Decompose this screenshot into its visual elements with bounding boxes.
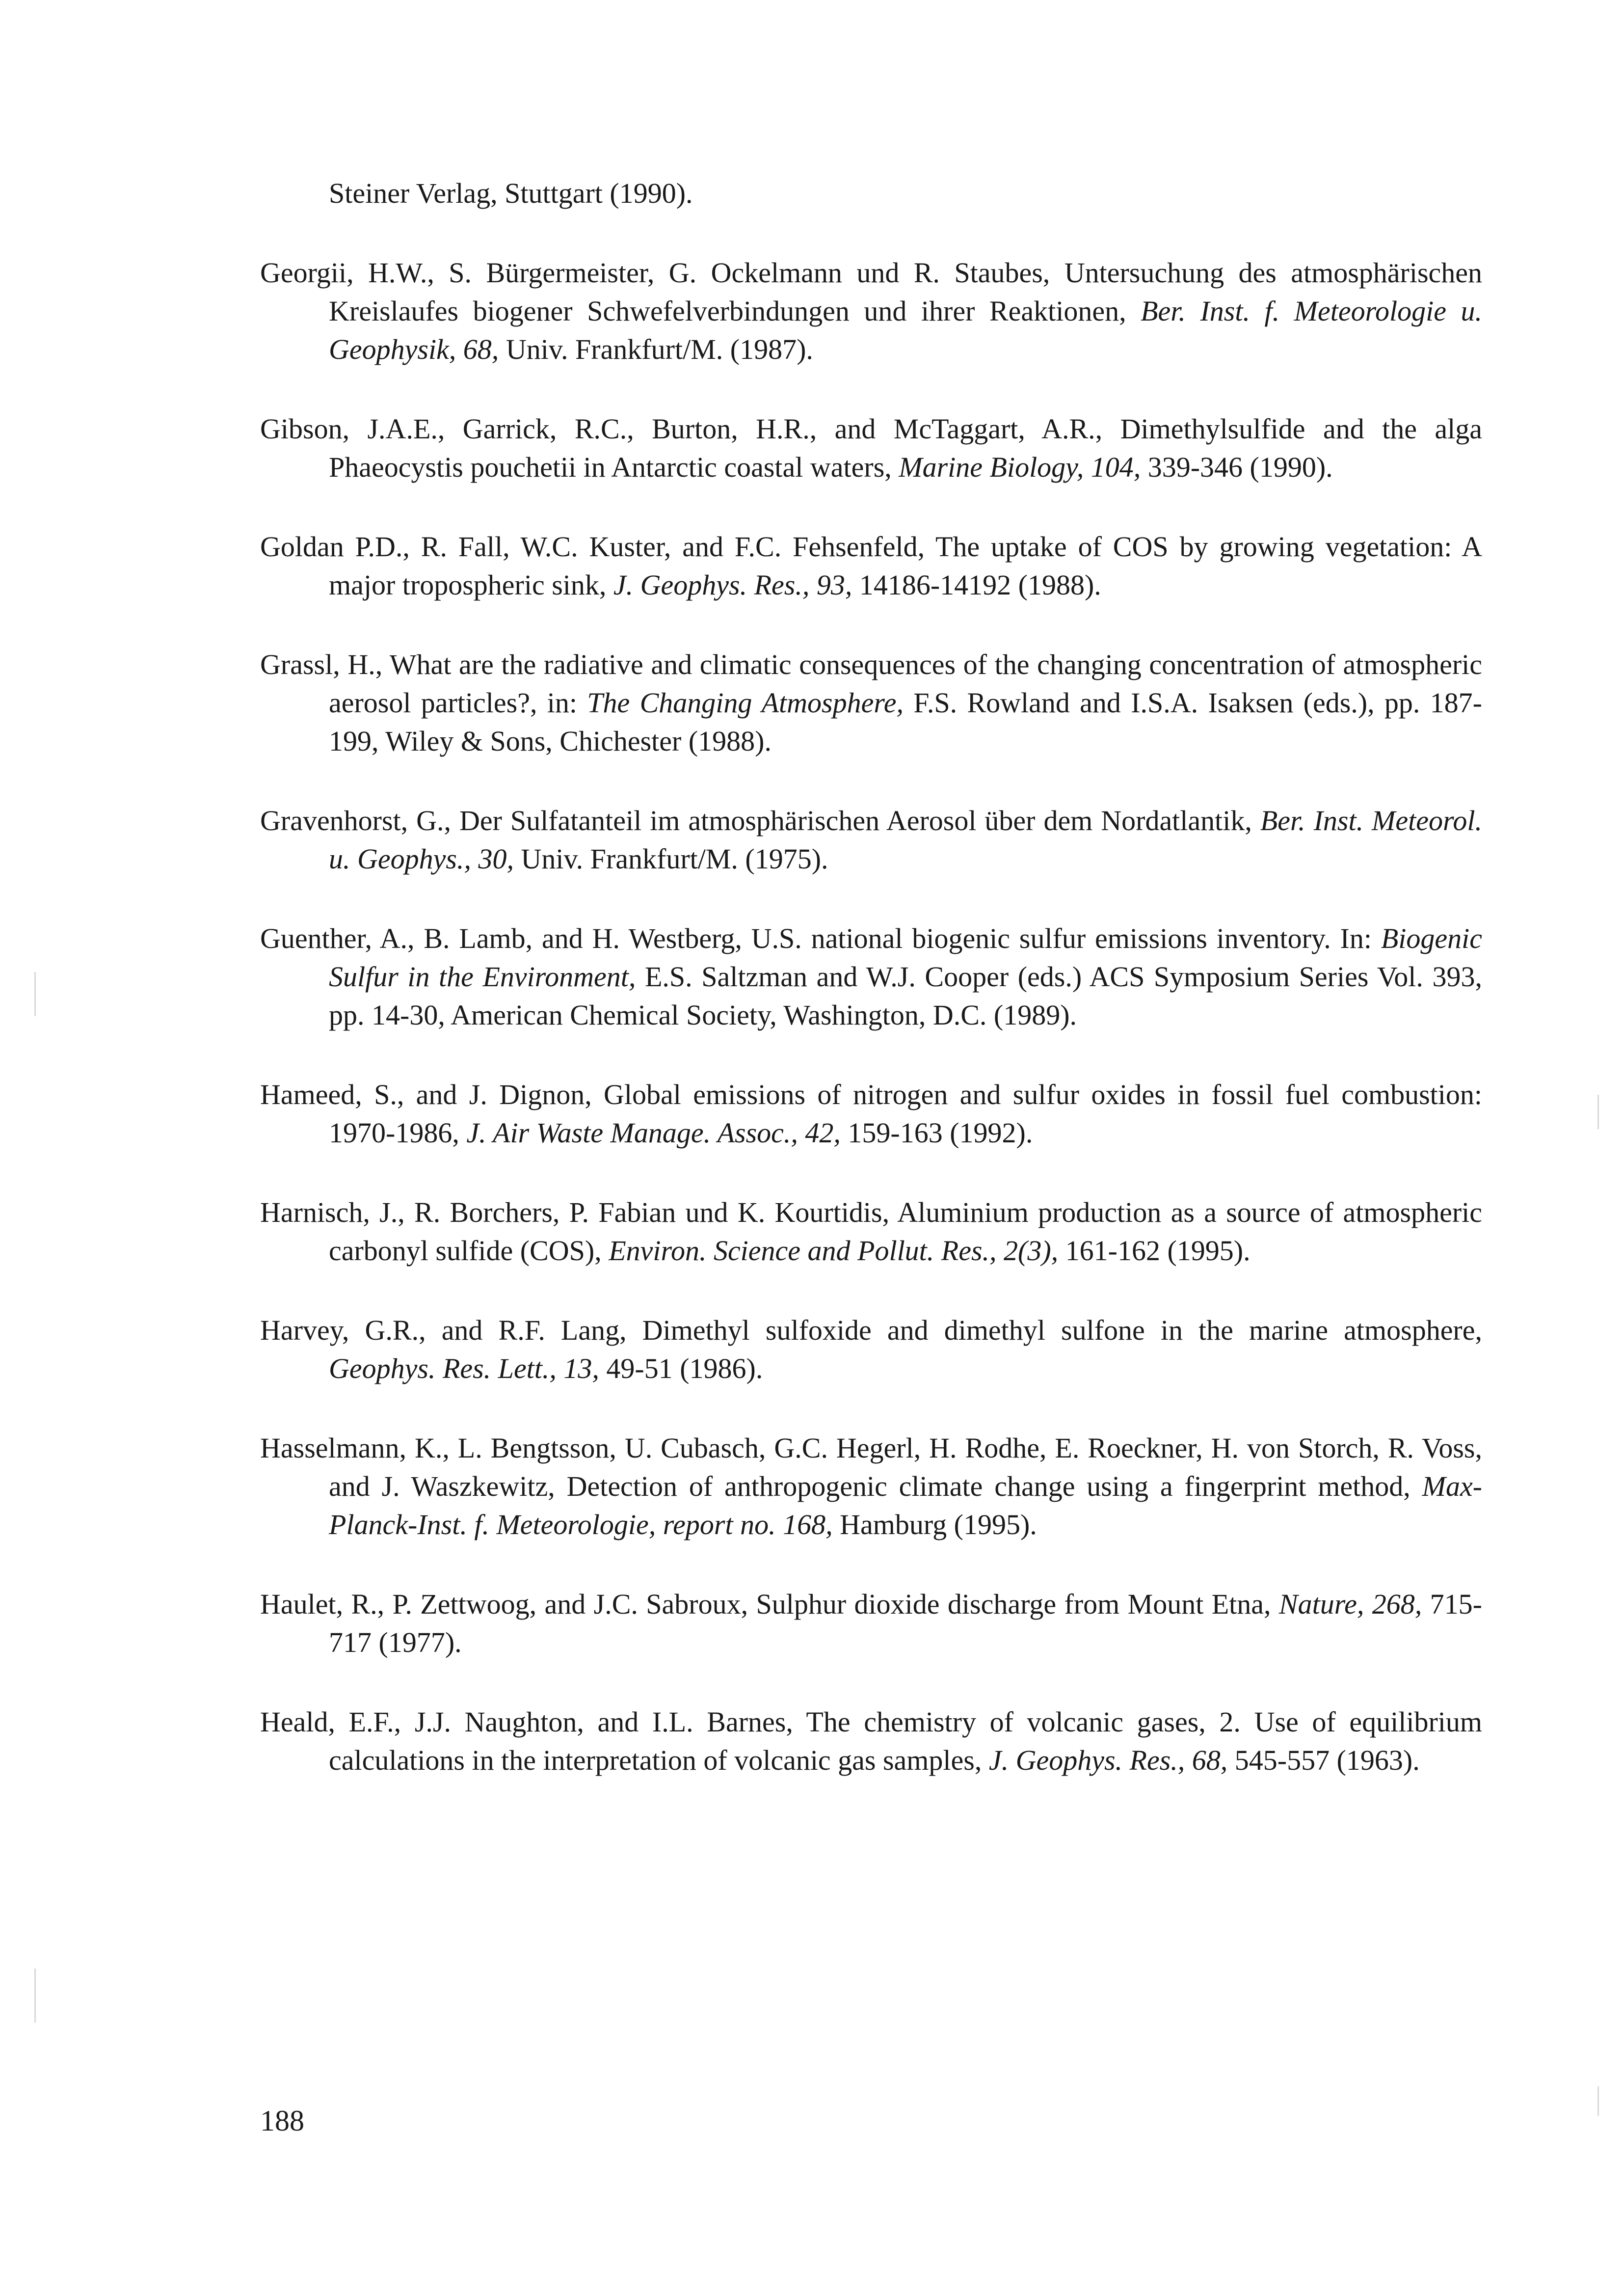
reference-text: Hamburg (1995). xyxy=(832,1509,1037,1540)
reference-source: Environ. Science and Pollut. Res., 2(3), xyxy=(609,1235,1059,1267)
reference-source: J. Air Waste Manage. Assoc., 42, xyxy=(466,1117,841,1149)
scan-artifact xyxy=(34,972,36,1016)
reference-entry xyxy=(260,174,1482,213)
reference-text: Harvey, G.R., and R.F. Lang, Dimethyl sulfoxide and dimethyl sulfone in the marine atmosphere, xyxy=(260,1314,1482,1346)
reference-source: The Changing Atmosphere, xyxy=(587,687,904,719)
reference-entry xyxy=(260,1703,1482,1780)
scan-artifact xyxy=(34,1969,36,2023)
reference-entry xyxy=(260,1311,1482,1388)
reference-text: Univ. Frankfurt/M. (1987). xyxy=(499,333,813,365)
reference-source: Ber. Inst. Meteorol. u. Geophys., 30, xyxy=(329,805,1482,875)
reference-entry xyxy=(260,802,1482,878)
reference-entry xyxy=(260,410,1482,486)
reference-text: Guenther, A., B. Lamb, and H. Westberg, U.S. national biogenic sulfur emissions inventory. In: xyxy=(260,922,1381,954)
reference-entry xyxy=(260,1193,1482,1270)
reference-text: Haulet, R., P. Zettwoog, and J.C. Sabroux, Sulphur dioxide discharge from Mount Etna, xyxy=(260,1588,1279,1620)
reference-text: 159-163 (1992). xyxy=(840,1117,1033,1149)
reference-entry xyxy=(260,1585,1482,1662)
reference-text: Gibson, J.A.E., Garrick, R.C., Burton, H.R., and McTaggart, A.R., Dimethylsulfide and the alga Phaeocystis pouchetii in Antarctic coastal waters, xyxy=(260,413,1482,483)
reference-text: 545-557 (1963). xyxy=(1227,1744,1420,1776)
reference-source: J. Geophys. Res., 93, xyxy=(613,569,852,601)
reference-text: 715-717 (1977). xyxy=(329,1588,1482,1658)
reference-entry xyxy=(260,254,1482,369)
reference-source: Geophys. Res. Lett., 13, xyxy=(329,1352,599,1384)
reference-source: Marine Biology, 104, xyxy=(899,451,1141,483)
scan-artifact xyxy=(1597,1095,1599,1129)
reference-source: Biogenic Sulfur in the Environment, xyxy=(329,922,1482,993)
reference-text: Hameed, S., and J. Dignon, Global emissions of nitrogen and sulfur oxides in fossil fuel combustion: 1970-1986, xyxy=(260,1079,1482,1149)
reference-source: Max-Planck-Inst. f. Meteorologie, report no. 168, xyxy=(329,1470,1482,1540)
reference-entry xyxy=(260,1076,1482,1152)
reference-source: Ber. Inst. f. Meteorologie u. Geophysik, 68, xyxy=(329,295,1482,365)
reference-entry xyxy=(260,646,1482,760)
reference-text: Grassl, H., What are the radiative and climatic consequences of the changing concentration of atmospheric aerosol particles?, in: xyxy=(260,648,1482,719)
reference-text: 49-51 (1986). xyxy=(599,1352,763,1384)
reference-source: Nature, 268, xyxy=(1278,1588,1422,1620)
reference-text: 161-162 (1995). xyxy=(1058,1235,1251,1267)
reference-text: Harnisch, J., R. Borchers, P. Fabian und K. Kourtidis, Aluminium production as a source of atmospheric carbonyl sulfide (COS), xyxy=(260,1196,1482,1267)
reference-text: Heald, E.F., J.J. Naughton, and I.L. Barnes, The chemistry of volcanic gases, 2. Use of equilibrium calculations in the interpretation of volcanic gas samples, xyxy=(260,1706,1482,1776)
reference-text: 14186-14192 (1988). xyxy=(852,569,1101,601)
scan-artifact xyxy=(1597,2086,1599,2116)
reference-entry xyxy=(260,528,1482,604)
reference-text: Gravenhorst, G., Der Sulfatanteil im atmosphärischen Aerosol über dem Nordatlantik, xyxy=(260,805,1260,837)
reference-entry xyxy=(260,1429,1482,1544)
reference-list xyxy=(260,174,1482,1780)
reference-source: J. Geophys. Res., 68, xyxy=(988,1744,1228,1776)
reference-text: Georgii, H.W., S. Bürgermeister, G. Ockelmann und R. Staubes, Untersuchung des atmosphärischen Kreislaufes biogener Schwefelverbindungen und ihrer Reaktionen, xyxy=(260,257,1482,327)
reference-text: E.S. Saltzman and W.J. Cooper (eds.) ACS Symposium Series Vol. 393, pp. 14-30, American Chemical Society, Washington, D.C. (1989). xyxy=(329,961,1482,1031)
reference-text: Hasselmann, K., L. Bengtsson, U. Cubasch, G.C. Hegerl, H. Rodhe, E. Roeckner, H. von Storch, R. Voss, and J. Waszkewitz, Detection of anthropogenic climate change using a fingerprint method, xyxy=(260,1432,1482,1502)
reference-text: Goldan P.D., R. Fall, W.C. Kuster, and F.C. Fehsenfeld, The uptake of COS by growing vegetation: A major tropospheric sink, xyxy=(260,531,1482,601)
reference-text: 339-346 (1990). xyxy=(1141,451,1333,483)
reference-text: Steiner Verlag, Stuttgart (1990). xyxy=(329,177,693,209)
page-number: 188 xyxy=(260,2105,304,2137)
reference-text: Univ. Frankfurt/M. (1975). xyxy=(513,843,828,875)
reference-text: F.S. Rowland and I.S.A. Isaksen (eds.), pp. 187-199, Wiley & Sons, Chichester (1988). xyxy=(329,687,1482,757)
reference-entry xyxy=(260,919,1482,1034)
